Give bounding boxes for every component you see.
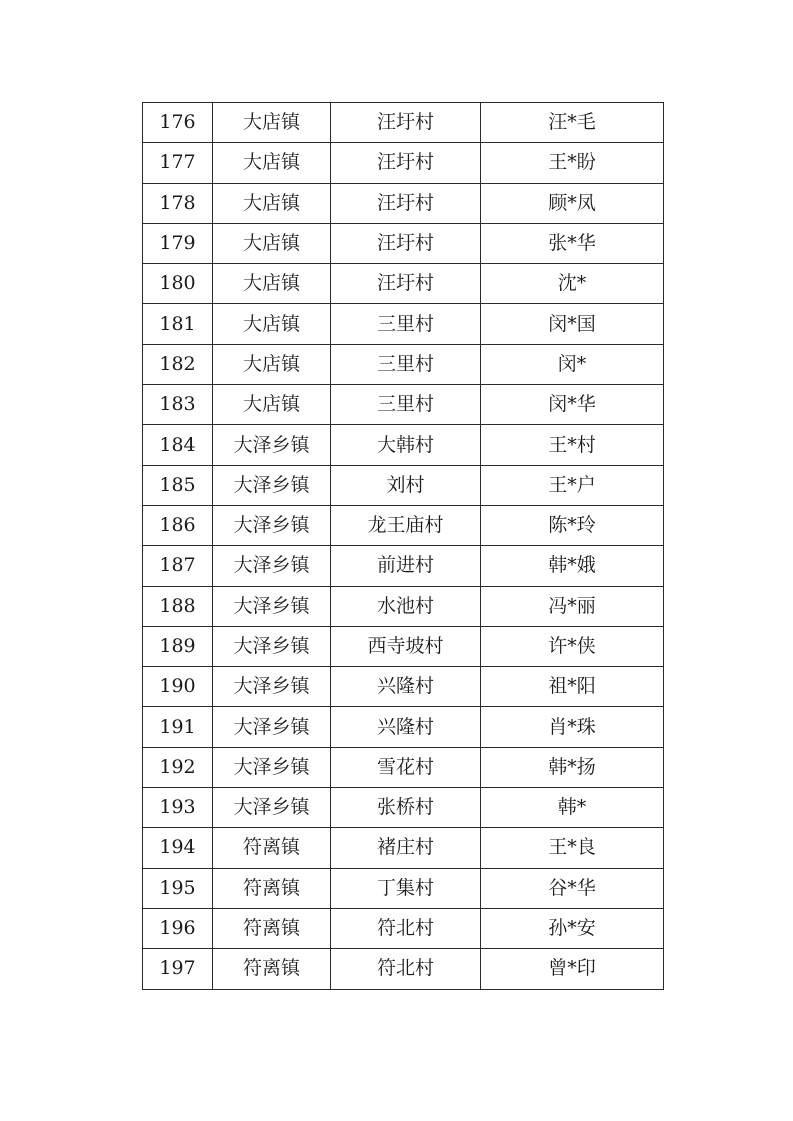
name-cell: 曾*印 [481,949,664,989]
name-cell: 谷*华 [481,868,664,908]
name-cell: 王*盼 [481,143,664,183]
town-cell: 大店镇 [213,223,331,263]
table-row [143,908,664,948]
table-row [143,868,664,908]
table-row [143,505,664,545]
town-cell: 大店镇 [213,143,331,183]
name-cell: 韩* [481,788,664,828]
row-number-cell: 197 [143,949,213,989]
village-cell: 前进村 [331,546,481,586]
name-cell: 顾*凤 [481,183,664,223]
village-cell: 汪圩村 [331,223,481,263]
row-number-cell: 181 [143,304,213,344]
row-number-cell: 182 [143,344,213,384]
table-row [143,425,664,465]
village-cell: 张桥村 [331,788,481,828]
village-cell: 汪圩村 [331,183,481,223]
row-number-cell: 187 [143,546,213,586]
town-cell: 大泽乡镇 [213,465,331,505]
row-number-cell: 191 [143,707,213,747]
table-row [143,183,664,223]
village-cell: 三里村 [331,304,481,344]
table-row [143,788,664,828]
row-number-cell: 192 [143,747,213,787]
town-cell: 符离镇 [213,868,331,908]
name-cell: 汪*毛 [481,103,664,143]
row-number-cell: 188 [143,586,213,626]
table-row [143,546,664,586]
name-cell: 陈*玲 [481,505,664,545]
village-cell: 西寺坡村 [331,626,481,666]
row-number-cell: 183 [143,385,213,425]
town-cell: 符离镇 [213,908,331,948]
name-cell: 韩*娥 [481,546,664,586]
village-cell: 汪圩村 [331,103,481,143]
name-cell: 闵*国 [481,304,664,344]
row-number-cell: 184 [143,425,213,465]
table-row [143,223,664,263]
town-cell: 大店镇 [213,304,331,344]
town-cell: 大泽乡镇 [213,546,331,586]
town-cell: 大泽乡镇 [213,626,331,666]
town-cell: 大泽乡镇 [213,586,331,626]
name-cell: 肖*珠 [481,707,664,747]
row-number-cell: 195 [143,868,213,908]
table-row [143,707,664,747]
village-cell: 符北村 [331,908,481,948]
row-number-cell: 177 [143,143,213,183]
village-cell: 兴隆村 [331,707,481,747]
village-cell: 大韩村 [331,425,481,465]
village-cell: 丁集村 [331,868,481,908]
town-cell: 大店镇 [213,264,331,304]
name-cell: 祖*阳 [481,667,664,707]
village-cell: 水池村 [331,586,481,626]
name-cell: 孙*安 [481,908,664,948]
town-cell: 大泽乡镇 [213,667,331,707]
table-row [143,385,664,425]
table-row [143,264,664,304]
village-cell: 汪圩村 [331,143,481,183]
town-cell: 符离镇 [213,949,331,989]
name-cell: 闵*华 [481,385,664,425]
table-row [143,465,664,505]
village-cell: 汪圩村 [331,264,481,304]
row-number-cell: 189 [143,626,213,666]
name-cell: 许*侠 [481,626,664,666]
town-cell: 大泽乡镇 [213,505,331,545]
village-cell: 龙王庙村 [331,505,481,545]
roster-table [142,102,664,990]
table-row [143,304,664,344]
row-number-cell: 193 [143,788,213,828]
village-cell: 刘村 [331,465,481,505]
town-cell: 符离镇 [213,828,331,868]
row-number-cell: 196 [143,908,213,948]
town-cell: 大店镇 [213,385,331,425]
town-cell: 大泽乡镇 [213,425,331,465]
town-cell: 大泽乡镇 [213,707,331,747]
town-cell: 大泽乡镇 [213,747,331,787]
table-row [143,747,664,787]
row-number-cell: 194 [143,828,213,868]
name-cell: 王*良 [481,828,664,868]
town-cell: 大店镇 [213,103,331,143]
name-cell: 闵* [481,344,664,384]
table-row [143,103,664,143]
row-number-cell: 178 [143,183,213,223]
town-cell: 大泽乡镇 [213,788,331,828]
row-number-cell: 185 [143,465,213,505]
name-cell: 王*户 [481,465,664,505]
name-cell: 冯*丽 [481,586,664,626]
row-number-cell: 186 [143,505,213,545]
town-cell: 大店镇 [213,183,331,223]
village-cell: 褚庄村 [331,828,481,868]
name-cell: 王*村 [481,425,664,465]
table-row [143,626,664,666]
village-cell: 符北村 [331,949,481,989]
village-cell: 雪花村 [331,747,481,787]
table-row [143,828,664,868]
village-cell: 兴隆村 [331,667,481,707]
row-number-cell: 179 [143,223,213,263]
row-number-cell: 176 [143,103,213,143]
roster-table-body [143,103,664,990]
village-cell: 三里村 [331,344,481,384]
town-cell: 大店镇 [213,344,331,384]
name-cell: 韩*扬 [481,747,664,787]
name-cell: 张*华 [481,223,664,263]
name-cell: 沈* [481,264,664,304]
table-row [143,143,664,183]
table-row [143,949,664,989]
row-number-cell: 180 [143,264,213,304]
table-row [143,667,664,707]
village-cell: 三里村 [331,385,481,425]
table-row [143,344,664,384]
table-row [143,586,664,626]
row-number-cell: 190 [143,667,213,707]
